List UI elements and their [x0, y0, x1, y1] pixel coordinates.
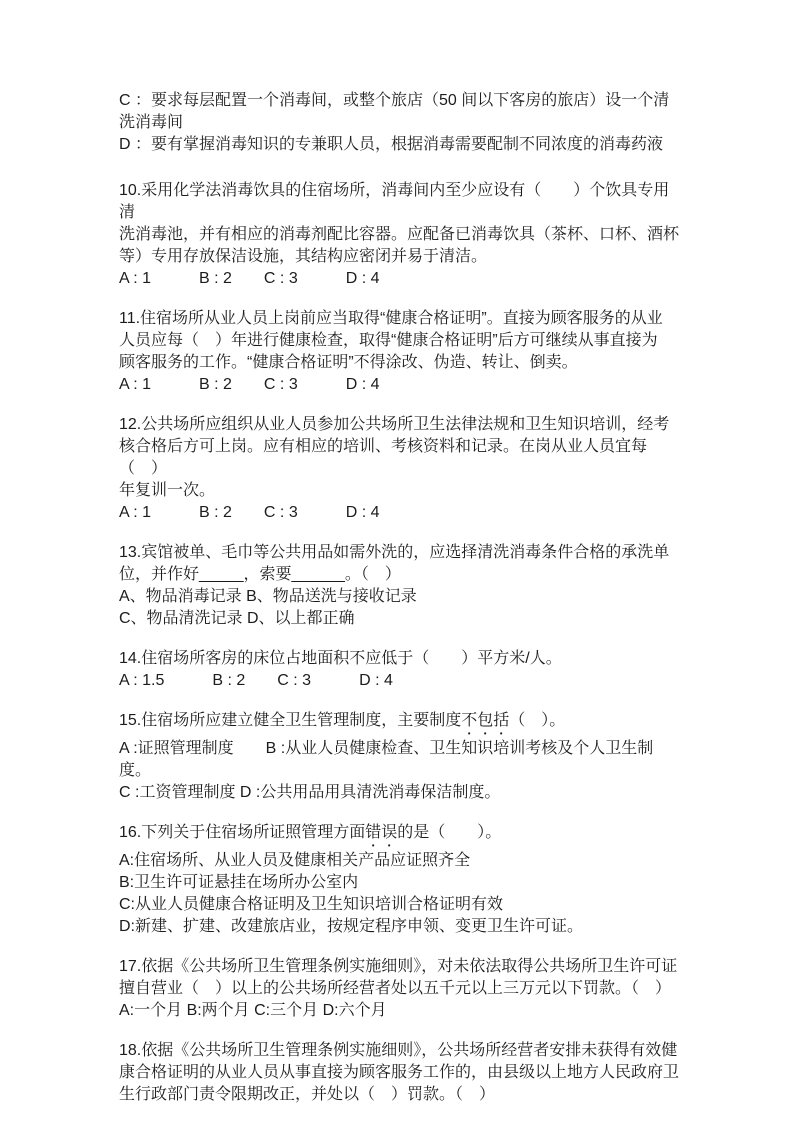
- question-13-line-1: 13.宾馆被单、毛巾等公共用品如需外洗的，应选择清洗消毒条件合格的承洗单: [119, 544, 670, 561]
- question-15-emphasized-text: 不包括: [461, 712, 510, 729]
- question-12-line-2: 核合格后方可上岗。应有相应的培训、考核资料和记录。在岗从业人员宜每（ ）: [119, 438, 648, 477]
- question-16-option-c: C:从业人员健康合格证明及卫生知识培训合格证明有效: [119, 896, 504, 913]
- question-10-line-3: 等）专用存放保洁设施，其结构应密闭并易于清洁。: [119, 248, 488, 265]
- question-14-line-1: 14.住宿场所客房的床位占地面积不应低于（ ）平方米/人。: [119, 650, 562, 667]
- question-15-options-cd: C :工资管理制度 D :公共用品用具清洗消毒保洁制度。: [119, 784, 501, 801]
- question-10-answer-options: A : 1 B : 2 C : 3 D : 4: [119, 270, 380, 287]
- question-18-line-3: 生行政部门责令限期改正，并处以（ ）罚款。（ ）: [119, 1086, 496, 1103]
- question-10-line-2: 洗消毒池，并有相应的消毒剂配比容器。应配备已消毒饮具（茶杯、口杯、酒杯: [119, 226, 680, 243]
- question-12: [119, 414, 683, 524]
- question-14-answer-options: A : 1.5 B : 2 C : 3 D : 4: [119, 672, 393, 689]
- question-15-title-prefix: 15.住宿场所应建立健全卫生管理制度，主要制度: [119, 712, 462, 729]
- question-11: [119, 308, 683, 396]
- question-16-title-prefix: 16.下列关于住宿场所证照管理方面: [119, 824, 366, 841]
- question-16-option-a: A:住宿场所、从业人员及健康相关产品应证照齐全: [119, 852, 471, 869]
- question-11-line-2: 人员应每（ ）年进行健康检查，取得“健康合格证明”后方可继续从事直接为: [119, 332, 658, 349]
- question-15-title: [119, 710, 683, 738]
- question-11-answer-options: A : 1 B : 2 C : 3 D : 4: [119, 376, 380, 393]
- question-13-options-ab: A、物品消毒记录 B、物品送洗与接收记录: [119, 588, 417, 605]
- question-16: [119, 822, 683, 938]
- question-16-title: [119, 822, 683, 850]
- question-14: [119, 648, 683, 692]
- question-17: [119, 956, 683, 1022]
- question-18: [119, 1040, 683, 1106]
- question-15-title-suffix: （ ）。: [509, 712, 566, 729]
- question-17-line-1: 17.依据《公共场所卫生管理条例实施细则》，对未依法取得公共场所卫生许可证: [119, 958, 678, 975]
- question-17-answer-options: A:一个月 B:两个月 C:三个月 D:六个月: [119, 1002, 387, 1019]
- question-12-line-1: 12.公共场所应组织从业人员参加公共场所卫生法律法规和卫生知识培训，经考: [119, 416, 670, 433]
- question-15-options-ab: A :证照管理制度 B :从业人员健康检查、卫生知识培训考核及个人卫生制度。: [119, 740, 654, 779]
- question-18-line-2: 康合格证明的从业人员从事直接为顾客服务工作的，由县级以上地方人民政府卫: [119, 1064, 680, 1081]
- option-d-text: D ：要有掌握消毒知识的专兼职人员，根据消毒需要配制不同浓度的消毒药液: [119, 136, 664, 153]
- question-16-option-b: B:卫生许可证悬挂在场所办公室内: [119, 874, 359, 891]
- question-15: [119, 710, 683, 804]
- question-11-line-3: 顾客服务的工作。“健康合格证明”不得涂改、伪造、转让、倒卖。: [119, 354, 578, 371]
- question-12-line-3: 年复训一次。: [119, 482, 216, 499]
- option-c-text-line-1: C ：要求每层配置一个消毒间，或整个旅店（50 间以下客房的旅店）设一个清: [119, 92, 670, 109]
- question-18-line-1: 18.依据《公共场所卫生管理条例实施细则》，公共场所经营者安排未获得有效健: [119, 1042, 678, 1059]
- question-16-emphasized-text: 错误: [365, 824, 398, 841]
- question-11-line-1: 11.住宿场所从业人员上岗前应当取得“健康合格证明”。直接为顾客服务的从业: [119, 310, 663, 327]
- question-17-line-2: 擅自营业（ ）以上的公共场所经营者处以五千元以上三万元以下罚款。（ ）: [119, 980, 672, 997]
- question-10: [119, 180, 683, 290]
- option-c-text-line-2: 洗消毒间: [119, 114, 184, 131]
- question-13: [119, 542, 683, 630]
- question-16-title-suffix: 的是（ ）。: [397, 824, 502, 841]
- question-10-line-1: 10.采用化学法消毒饮具的住宿场所，消毒间内至少应设有（ ）个饮具专用清: [119, 182, 670, 221]
- question-16-option-d: D:新建、扩建、改建旅店业，按规定程序申领、变更卫生许可证。: [119, 918, 584, 935]
- question-13-options-cd: C、物品清洗记录 D、以上都正确: [119, 610, 355, 627]
- question-9-remaining-options: [119, 90, 683, 156]
- question-12-answer-options: A : 1 B : 2 C : 3 D : 4: [119, 504, 380, 521]
- question-13-line-2: 位，并作好_____，索要______。（ ）: [119, 566, 401, 583]
